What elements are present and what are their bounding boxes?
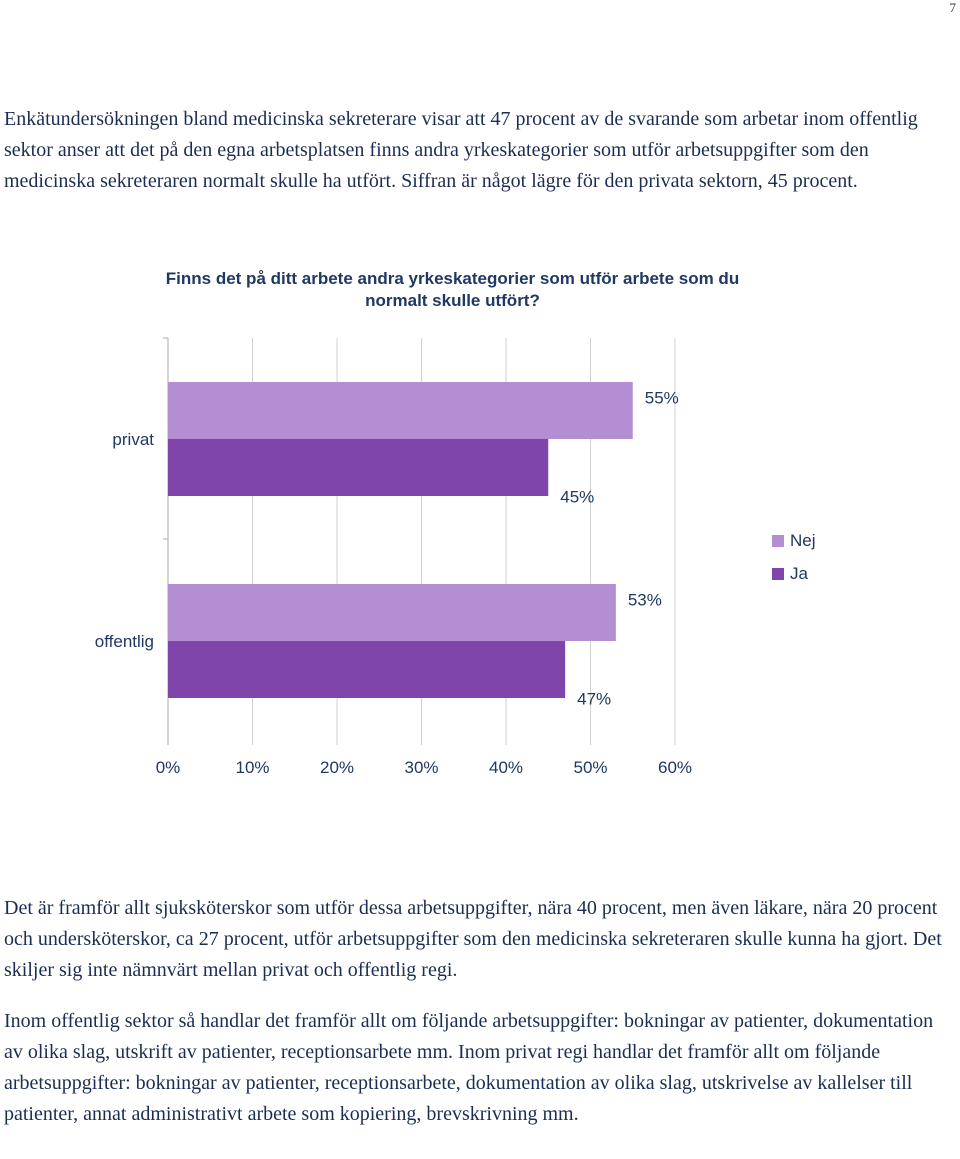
page-number: 7 [949, 0, 956, 15]
legend-label-ja: Ja [790, 563, 808, 583]
x-tick-label: 40% [488, 758, 524, 777]
legend-label-nej: Nej [790, 530, 816, 550]
data-label-nej-privat: 55% [644, 388, 679, 408]
legend-swatch-nej [772, 535, 784, 547]
bar-chart [0, 320, 960, 790]
intro-paragraph: Enkätundersökningen bland medicinska sekreterare visar att 47 procent av de svarande som arbetar inom offentlig sektor anser att det på den egna arbetsplatsen finns andra yrkeskategorier som utför arbetsuppgifter som den medicinska sekreteraren normalt skulle ha utfört. Siffran är något lägre för den privata sektorn, 45 procent. [4, 108, 918, 192]
data-label-ja-privat: 45% [560, 487, 595, 507]
chart-legend [772, 524, 816, 590]
x-tick-label: 20% [319, 758, 355, 777]
bar-ja-offentlig [168, 641, 565, 698]
category-label-privat: privat [112, 430, 154, 449]
x-tick-label: 60% [657, 758, 693, 777]
category-label-offentlig: offentlig [94, 632, 154, 651]
legend-item-ja [772, 557, 816, 590]
x-tick-label: 30% [404, 758, 439, 777]
legend-swatch-ja [772, 568, 784, 580]
x-tick-label: 50% [573, 758, 608, 777]
legend-item-nej [772, 524, 816, 557]
bar-ja-privat [168, 439, 548, 496]
body-paragraph-2: Inom offentlig sektor så handlar det framför allt om följande arbetsuppgifter: bokningar av patienter, dokumentation av olika slag, utskrift av patienter, receptionsarbete mm. Inom privat regi handlar det framför allt om följande arbetsuppgifter: bokningar av patienter, receptionsarbete, dokumentation av olika slag, utskrivelse av kallelser till patienter, annat administrativt arbete som kopiering, brevskrivning mm. [4, 1010, 934, 1125]
data-label-nej-offentlig: 53% [627, 590, 662, 610]
x-tick-label: 10% [235, 758, 270, 777]
data-label-ja-offentlig: 47% [577, 689, 612, 709]
x-tick-label: 0% [155, 758, 181, 777]
bar-nej-privat [168, 382, 633, 439]
chart-title: Finns det på ditt arbete andra yrkeskategorier som utför arbete som du normalt skulle utfört? [165, 269, 740, 310]
bar-nej-offentlig [168, 584, 616, 641]
body-paragraph-1: Det är framför allt sjuksköterskor som utför dessa arbetsuppgifter, nära 40 procent, men även läkare, nära 20 procent och undersköterskor, ca 27 procent, utför arbetsuppgifter som den medicinska sekreteraren skulle kunna ha gjort. Det skiljer sig inte nämnvärt mellan privat och offentlig regi. [4, 897, 942, 981]
